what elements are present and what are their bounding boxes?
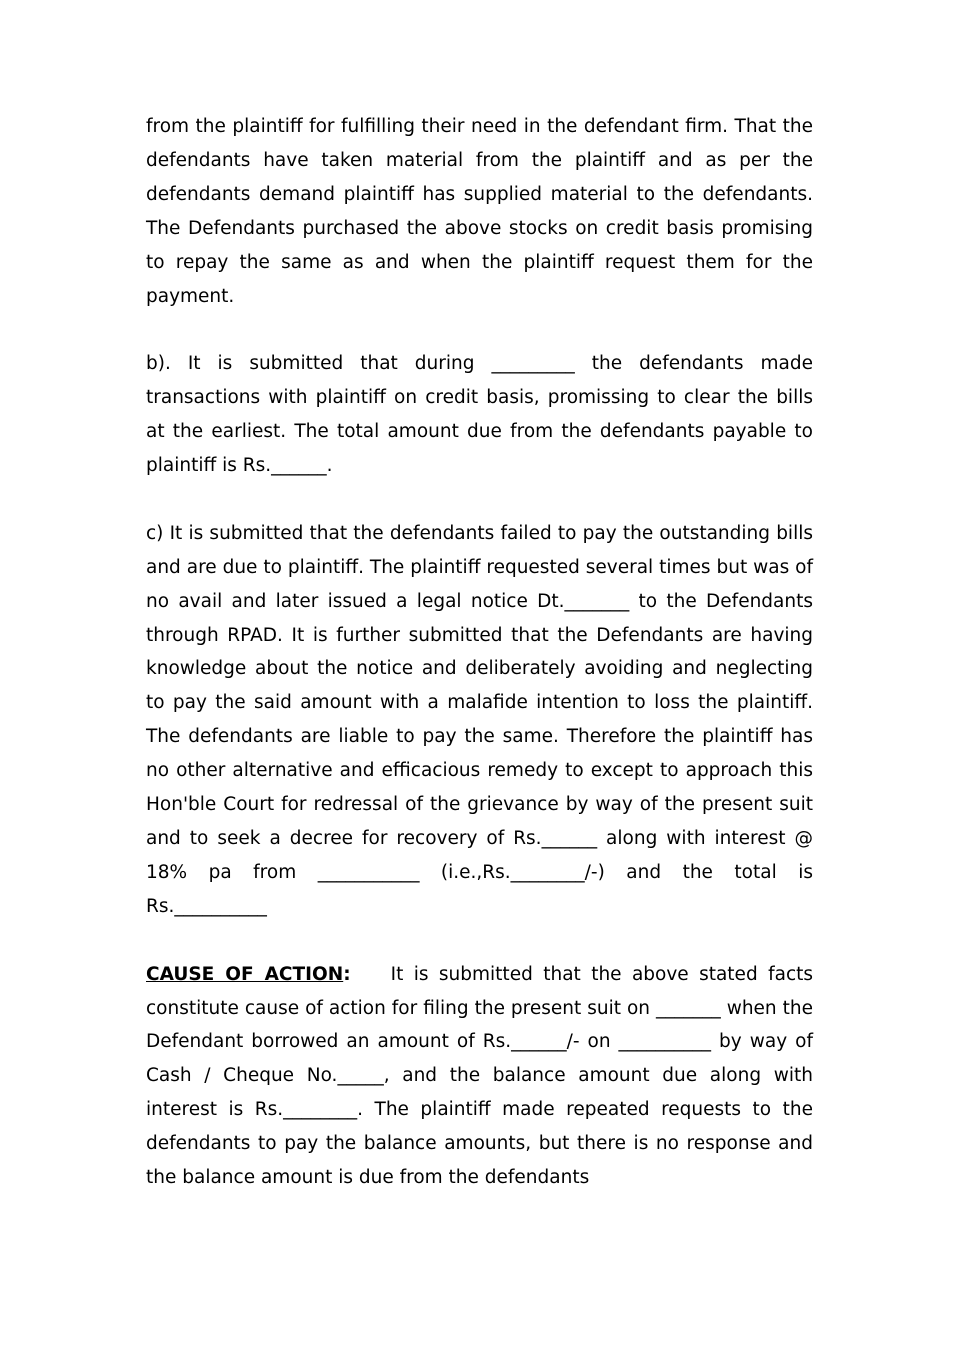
cause-of-action-paragraph xyxy=(146,958,813,1195)
document-page xyxy=(146,110,813,1195)
paragraph-spacer xyxy=(146,313,813,347)
paragraph-intro-continued: from the plaintiff for fulfilling their need in the defendant firm. That the defendants have taken material from the plaintiff and as per the defendants demand plaintiff has supplied material to the defendants. The Defendants purchased the above stocks on credit basis promising to repay the same as and when the plaintiff request them for the payment. xyxy=(146,116,813,307)
cause-of-action-text: It is submitted that the above stated facts constitute cause of action for filing the present suit on _______ when the Defendant borrowed an amount of Rs.______/- on __________ by way of Cash / Cheque No._____, and the balance amount due along with interest is Rs.________. The plaintiff made repeated requests to the defendants to pay the balance amounts, but there is no response and the balance amount is due from the defendants xyxy=(146,963,814,1189)
cause-of-action-colon: : xyxy=(343,963,351,985)
paragraph-b: b). It is submitted that during _________ the defendants made transactions with plaintiff on credit basis, promissing to clear the bills at the earliest. The total amount due from the defendants payable to plaintiff is Rs.______. xyxy=(146,353,813,477)
paragraph-c: c) It is submitted that the defendants failed to pay the outstanding bills and are due to plaintiff. The plaintiff requested several times but was of no avail and later issued a legal notice Dt._______ to the Defendants through RPAD. It is further submitted that the Defendants are having knowledge about the notice and deliberately avoiding and neglecting to pay the said amount with a malafide intention to loss the plaintiff. The defendants are liable to pay the same. Therefore the plaintiff has no other alternative and efficacious remedy to except to approach this Hon'ble Court for redressal of the grievance by way of the present suit and to seek a decree for recovery of Rs.______ along with interest @ 18% pa from ___________ (i.e.,Rs.________/-) and the total is Rs.__________ xyxy=(146,522,813,917)
paragraph-spacer xyxy=(146,924,813,958)
paragraph-spacer xyxy=(146,483,813,517)
cause-of-action-heading: CAUSE OF ACTION xyxy=(146,963,344,985)
